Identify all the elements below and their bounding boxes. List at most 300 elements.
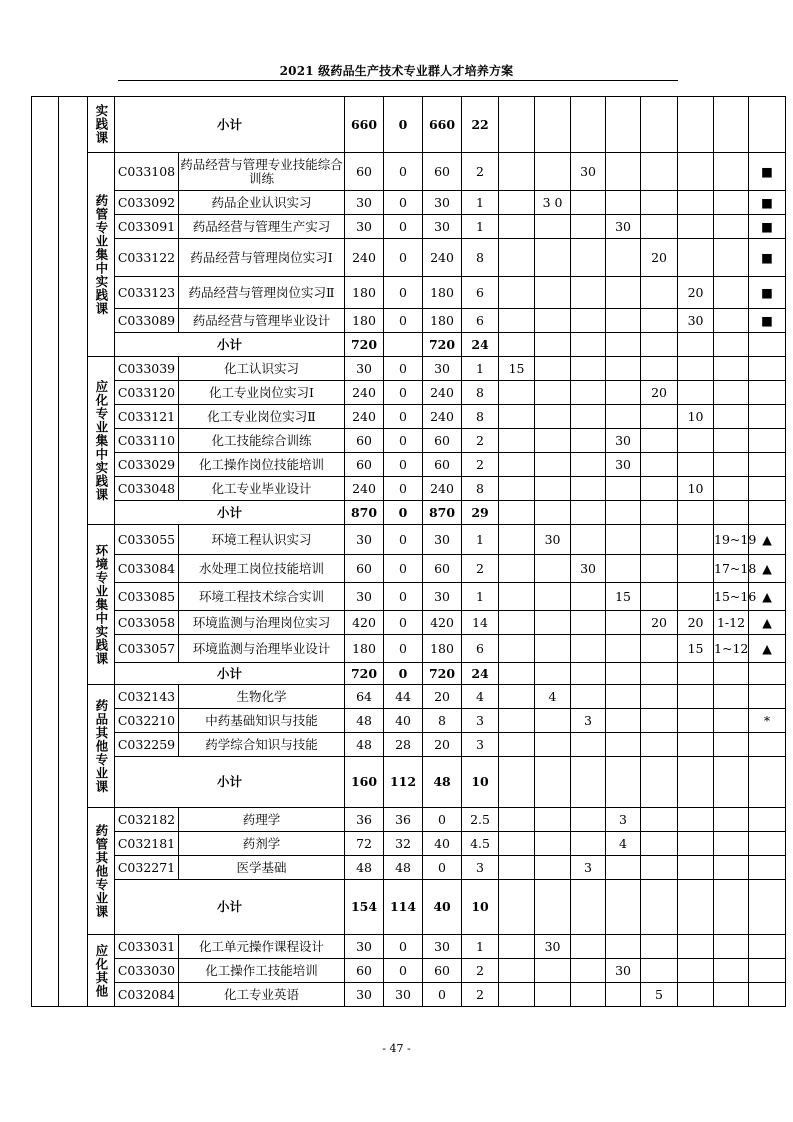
total-hours: 30 — [345, 583, 384, 611]
semester-s1 — [499, 453, 535, 477]
semester-s1 — [499, 856, 535, 880]
theory-hours: 0 — [384, 525, 423, 555]
semester-s3 — [571, 277, 606, 309]
weeks-cell — [714, 239, 749, 277]
subtotal-theory: 114 — [384, 880, 423, 935]
course-name: 药剂学 — [179, 832, 345, 856]
semester-s2 — [535, 357, 571, 381]
course-code: C033055 — [115, 525, 179, 555]
semester-s4 — [606, 555, 641, 583]
table-row — [32, 277, 786, 309]
semester-s3 — [571, 611, 606, 635]
total-hours: 420 — [345, 611, 384, 635]
empty-cell — [641, 880, 678, 935]
empty-cell — [749, 663, 786, 685]
practice-hours: 20 — [423, 685, 462, 709]
theory-hours: 0 — [384, 239, 423, 277]
course-name: 药品经营与管理生产实习 — [179, 215, 345, 239]
semester-s6: 20 — [678, 611, 714, 635]
practice-hours: 60 — [423, 959, 462, 983]
course-name: 药品经营与管理岗位实习Ⅱ — [179, 277, 345, 309]
practice-hours: 240 — [423, 405, 462, 429]
semester-s5 — [641, 555, 678, 583]
course-mark — [749, 429, 786, 453]
semester-s5: 5 — [641, 983, 678, 1007]
weeks-cell — [714, 153, 749, 191]
semester-s2 — [535, 215, 571, 239]
course-name: 药品经营与管理专业技能综合训练 — [179, 153, 345, 191]
course-mark: ■ — [749, 277, 786, 309]
semester-s2 — [535, 309, 571, 333]
empty-cell — [499, 97, 535, 153]
course-code: C033089 — [115, 309, 179, 333]
semester-s4 — [606, 357, 641, 381]
course-name: 药学综合知识与技能 — [179, 733, 345, 757]
practice-hours: 60 — [423, 429, 462, 453]
sub-category-cell — [59, 97, 88, 1007]
course-table — [31, 96, 786, 1007]
practice-hours: 30 — [423, 525, 462, 555]
subtotal-label: 小计 — [115, 501, 345, 525]
credits: 1 — [462, 357, 499, 381]
practice-hours: 30 — [423, 191, 462, 215]
semester-s1 — [499, 808, 535, 832]
semester-s2 — [535, 733, 571, 757]
semester-s6 — [678, 685, 714, 709]
table-row — [32, 959, 786, 983]
empty-cell — [499, 880, 535, 935]
course-code: C032182 — [115, 808, 179, 832]
course-code: C032143 — [115, 685, 179, 709]
empty-cell — [606, 501, 641, 525]
theory-hours: 0 — [384, 215, 423, 239]
semester-s2 — [535, 832, 571, 856]
credits: 2 — [462, 453, 499, 477]
weeks-cell — [714, 856, 749, 880]
semester-s3 — [571, 239, 606, 277]
table-row — [32, 477, 786, 501]
empty-cell — [571, 97, 606, 153]
course-name: 化工专业英语 — [179, 983, 345, 1007]
total-hours: 240 — [345, 239, 384, 277]
practice-hours: 0 — [423, 856, 462, 880]
practice-hours: 180 — [423, 309, 462, 333]
subtotal-total: 154 — [345, 880, 384, 935]
semester-s2 — [535, 453, 571, 477]
subtotal-credits: 22 — [462, 97, 499, 153]
course-name: 化工操作工技能培训 — [179, 959, 345, 983]
theory-hours: 0 — [384, 357, 423, 381]
table-row — [32, 635, 786, 663]
table-row — [32, 191, 786, 215]
semester-s3 — [571, 685, 606, 709]
course-mark: ■ — [749, 153, 786, 191]
practice-hours: 60 — [423, 555, 462, 583]
credits: 2 — [462, 429, 499, 453]
semester-s2 — [535, 555, 571, 583]
semester-s2: 3 0 — [535, 191, 571, 215]
course-code: C033121 — [115, 405, 179, 429]
table-row — [32, 935, 786, 959]
semester-s1: 15 — [499, 357, 535, 381]
semester-s5 — [641, 309, 678, 333]
semester-s1 — [499, 555, 535, 583]
weeks-cell — [714, 808, 749, 832]
course-code: C033031 — [115, 935, 179, 959]
subtotal-row — [32, 97, 786, 153]
group-label: 应化专业集中实践课 — [88, 357, 115, 525]
table-row — [32, 239, 786, 277]
semester-s6 — [678, 856, 714, 880]
table-row — [32, 733, 786, 757]
semester-s6 — [678, 153, 714, 191]
total-hours: 36 — [345, 808, 384, 832]
semester-s3 — [571, 477, 606, 501]
group-label: 实践课 — [88, 97, 115, 153]
practice-hours: 30 — [423, 935, 462, 959]
semester-s4 — [606, 685, 641, 709]
course-mark — [749, 477, 786, 501]
weeks-cell — [714, 477, 749, 501]
semester-s1 — [499, 239, 535, 277]
course-code: C033120 — [115, 381, 179, 405]
empty-cell — [714, 97, 749, 153]
theory-hours: 0 — [384, 191, 423, 215]
semester-s3 — [571, 959, 606, 983]
course-code: C033085 — [115, 583, 179, 611]
credits: 3 — [462, 856, 499, 880]
practice-hours: 8 — [423, 709, 462, 733]
course-code: C033092 — [115, 191, 179, 215]
theory-hours: 0 — [384, 477, 423, 501]
semester-s2 — [535, 405, 571, 429]
course-name: 生物化学 — [179, 685, 345, 709]
semester-s3 — [571, 808, 606, 832]
total-hours: 64 — [345, 685, 384, 709]
credits: 6 — [462, 277, 499, 309]
total-hours: 48 — [345, 709, 384, 733]
empty-cell — [535, 880, 571, 935]
practice-hours: 40 — [423, 832, 462, 856]
table-row — [32, 832, 786, 856]
credits: 3 — [462, 733, 499, 757]
semester-s4 — [606, 525, 641, 555]
semester-s2 — [535, 277, 571, 309]
semester-s6 — [678, 959, 714, 983]
course-code: C033108 — [115, 153, 179, 191]
credits: 4 — [462, 685, 499, 709]
credits: 2 — [462, 153, 499, 191]
semester-s5 — [641, 357, 678, 381]
semester-s1 — [499, 429, 535, 453]
practice-hours: 0 — [423, 983, 462, 1007]
credits: 1 — [462, 583, 499, 611]
credits: 8 — [462, 405, 499, 429]
theory-hours: 0 — [384, 153, 423, 191]
weeks-cell — [714, 983, 749, 1007]
table-row — [32, 555, 786, 583]
course-table-body — [32, 97, 786, 1007]
subtotal-credits: 10 — [462, 880, 499, 935]
semester-s2 — [535, 808, 571, 832]
credits: 8 — [462, 477, 499, 501]
practice-hours: 180 — [423, 635, 462, 663]
practice-hours: 60 — [423, 453, 462, 477]
weeks-cell — [714, 429, 749, 453]
course-mark — [749, 685, 786, 709]
empty-cell — [606, 333, 641, 357]
semester-s2 — [535, 429, 571, 453]
credits: 1 — [462, 525, 499, 555]
credits: 2 — [462, 959, 499, 983]
semester-s4 — [606, 405, 641, 429]
semester-s6: 20 — [678, 277, 714, 309]
semester-s5 — [641, 583, 678, 611]
empty-cell — [499, 501, 535, 525]
empty-cell — [535, 501, 571, 525]
course-mark: ▲ — [749, 583, 786, 611]
course-code: C033123 — [115, 277, 179, 309]
course-mark — [749, 453, 786, 477]
empty-cell — [499, 333, 535, 357]
table-row — [32, 357, 786, 381]
course-name: 中药基础知识与技能 — [179, 709, 345, 733]
semester-s3: 30 — [571, 153, 606, 191]
course-name: 化工操作岗位技能培训 — [179, 453, 345, 477]
total-hours: 30 — [345, 215, 384, 239]
empty-cell — [641, 97, 678, 153]
semester-s1 — [499, 733, 535, 757]
semester-s3 — [571, 405, 606, 429]
course-mark — [749, 959, 786, 983]
semester-s3 — [571, 935, 606, 959]
theory-hours: 28 — [384, 733, 423, 757]
theory-hours: 32 — [384, 832, 423, 856]
semester-s5 — [641, 959, 678, 983]
practice-hours: 240 — [423, 477, 462, 501]
semester-s1 — [499, 635, 535, 663]
subtotal-label: 小计 — [115, 333, 345, 357]
semester-s6 — [678, 191, 714, 215]
subtotal-label: 小计 — [115, 880, 345, 935]
table-row — [32, 405, 786, 429]
subtotal-theory: 0 — [384, 501, 423, 525]
semester-s3: 3 — [571, 709, 606, 733]
weeks-cell — [714, 277, 749, 309]
course-name: 环境工程认识实习 — [179, 525, 345, 555]
semester-s4: 30 — [606, 453, 641, 477]
table-row — [32, 611, 786, 635]
semester-s2 — [535, 477, 571, 501]
page-number: - 47 - — [382, 1042, 411, 1055]
subtotal-total: 870 — [345, 501, 384, 525]
semester-s2 — [535, 983, 571, 1007]
semester-s4 — [606, 239, 641, 277]
weeks-cell: 17~18 — [714, 555, 749, 583]
semester-s5: 20 — [641, 611, 678, 635]
practice-hours: 0 — [423, 808, 462, 832]
empty-cell — [641, 333, 678, 357]
weeks-cell — [714, 685, 749, 709]
semester-s5 — [641, 477, 678, 501]
table-row — [32, 429, 786, 453]
total-hours: 30 — [345, 935, 384, 959]
credits: 3 — [462, 709, 499, 733]
semester-s6 — [678, 808, 714, 832]
course-code: C032181 — [115, 832, 179, 856]
semester-s6 — [678, 983, 714, 1007]
course-code: C032259 — [115, 733, 179, 757]
credits: 2 — [462, 983, 499, 1007]
subtotal-row — [32, 880, 786, 935]
subtotal-credits: 24 — [462, 333, 499, 357]
empty-cell — [678, 97, 714, 153]
semester-s5 — [641, 709, 678, 733]
semester-s4 — [606, 983, 641, 1007]
semester-s5 — [641, 453, 678, 477]
course-mark — [749, 808, 786, 832]
course-code: C032084 — [115, 983, 179, 1007]
credits: 14 — [462, 611, 499, 635]
credits: 1 — [462, 215, 499, 239]
subtotal-practice: 660 — [423, 97, 462, 153]
table-row — [32, 215, 786, 239]
semester-s1 — [499, 935, 535, 959]
practice-hours: 30 — [423, 215, 462, 239]
practice-hours: 180 — [423, 277, 462, 309]
semester-s3 — [571, 381, 606, 405]
semester-s5 — [641, 856, 678, 880]
semester-s2: 4 — [535, 685, 571, 709]
course-code: C033048 — [115, 477, 179, 501]
semester-s1 — [499, 611, 535, 635]
semester-s2 — [535, 856, 571, 880]
semester-s4 — [606, 733, 641, 757]
practice-hours: 20 — [423, 733, 462, 757]
course-code: C033030 — [115, 959, 179, 983]
subtotal-row — [32, 663, 786, 685]
course-name: 化工专业岗位实习Ⅰ — [179, 381, 345, 405]
subtotal-theory: 0 — [384, 97, 423, 153]
theory-hours: 0 — [384, 309, 423, 333]
theory-hours: 30 — [384, 983, 423, 1007]
subtotal-credits: 29 — [462, 501, 499, 525]
course-code: C033029 — [115, 453, 179, 477]
total-hours: 30 — [345, 525, 384, 555]
total-hours: 72 — [345, 832, 384, 856]
course-name: 化工专业岗位实习Ⅱ — [179, 405, 345, 429]
empty-cell — [571, 880, 606, 935]
semester-s4: 4 — [606, 832, 641, 856]
weeks-cell — [714, 733, 749, 757]
semester-s5 — [641, 685, 678, 709]
course-code: C033110 — [115, 429, 179, 453]
subtotal-practice: 720 — [423, 663, 462, 685]
semester-s5: 20 — [641, 239, 678, 277]
semester-s6 — [678, 555, 714, 583]
semester-s6 — [678, 215, 714, 239]
credits: 2 — [462, 555, 499, 583]
total-hours: 60 — [345, 429, 384, 453]
subtotal-label: 小计 — [115, 757, 345, 808]
weeks-cell — [714, 709, 749, 733]
semester-s5 — [641, 191, 678, 215]
total-hours: 60 — [345, 453, 384, 477]
semester-s4 — [606, 635, 641, 663]
subtotal-label: 小计 — [115, 97, 345, 153]
table-row — [32, 583, 786, 611]
theory-hours: 0 — [384, 935, 423, 959]
course-name: 环境监测与治理毕业设计 — [179, 635, 345, 663]
semester-s6: 10 — [678, 405, 714, 429]
semester-s6 — [678, 525, 714, 555]
practice-hours: 60 — [423, 153, 462, 191]
subtotal-practice: 870 — [423, 501, 462, 525]
semester-s4: 30 — [606, 959, 641, 983]
semester-s5 — [641, 405, 678, 429]
group-label: 药管其他专业课 — [88, 808, 115, 935]
empty-cell — [499, 757, 535, 808]
theory-hours: 36 — [384, 808, 423, 832]
empty-cell — [571, 663, 606, 685]
empty-cell — [714, 880, 749, 935]
course-name: 化工认识实习 — [179, 357, 345, 381]
total-hours: 60 — [345, 959, 384, 983]
course-mark — [749, 733, 786, 757]
table-row — [32, 381, 786, 405]
empty-cell — [571, 501, 606, 525]
semester-s5 — [641, 808, 678, 832]
course-code: C032210 — [115, 709, 179, 733]
subtotal-label: 小计 — [115, 663, 345, 685]
empty-cell — [678, 501, 714, 525]
course-code: C032271 — [115, 856, 179, 880]
empty-cell — [641, 757, 678, 808]
semester-s1 — [499, 685, 535, 709]
practice-hours: 30 — [423, 357, 462, 381]
semester-s3 — [571, 215, 606, 239]
total-hours: 48 — [345, 856, 384, 880]
weeks-cell — [714, 832, 749, 856]
theory-hours: 0 — [384, 453, 423, 477]
empty-cell — [749, 97, 786, 153]
semester-s5 — [641, 525, 678, 555]
semester-s2 — [535, 381, 571, 405]
credits: 6 — [462, 635, 499, 663]
semester-s6: 10 — [678, 477, 714, 501]
theory-hours: 0 — [384, 405, 423, 429]
semester-s3 — [571, 309, 606, 333]
table-row — [32, 685, 786, 709]
group-label: 药品其他专业课 — [88, 685, 115, 808]
subtotal-credits: 24 — [462, 663, 499, 685]
practice-hours: 420 — [423, 611, 462, 635]
table-row — [32, 709, 786, 733]
weeks-cell — [714, 191, 749, 215]
subtotal-total: 660 — [345, 97, 384, 153]
semester-s4: 30 — [606, 429, 641, 453]
empty-cell — [678, 333, 714, 357]
table-row — [32, 525, 786, 555]
semester-s1 — [499, 381, 535, 405]
empty-cell — [714, 501, 749, 525]
subtotal-row — [32, 757, 786, 808]
header-rule — [118, 80, 678, 81]
semester-s4 — [606, 709, 641, 733]
course-name: 药品企业认识实习 — [179, 191, 345, 215]
semester-s6 — [678, 733, 714, 757]
course-mark — [749, 983, 786, 1007]
